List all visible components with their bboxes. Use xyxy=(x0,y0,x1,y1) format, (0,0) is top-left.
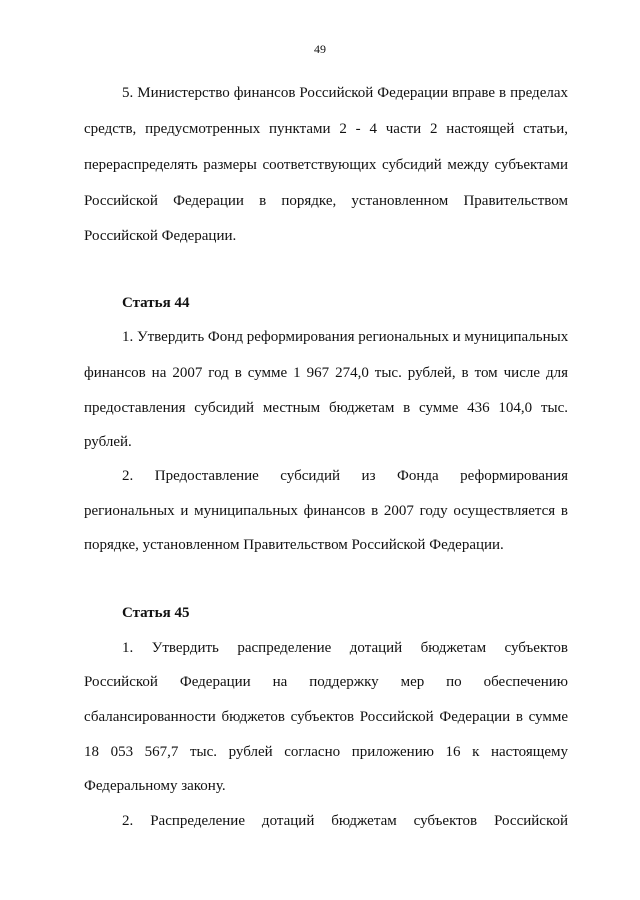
text-line: порядке, установленном Правительством Российской Федерации. xyxy=(84,537,504,553)
text-line: 5. Министерство финансов Российской Федерации вправе в пределах xyxy=(122,85,568,101)
text-line: предоставления субсидий местным бюджетам в сумме 436 104,0 тыс. xyxy=(84,400,568,416)
text-line: Российской Федерации на поддержку мер по обеспечению xyxy=(84,674,568,690)
article-heading: Статья 44 xyxy=(122,295,190,311)
text-line: региональных и муниципальных финансов в 2007 году осуществляется в xyxy=(84,503,568,519)
text-line: 1. Утвердить Фонд реформирования региональных и муниципальных xyxy=(122,329,569,345)
page-number: 49 xyxy=(314,42,326,56)
text-line: 2. Предоставление субсидий из Фонда реформирования xyxy=(122,468,568,484)
text-line: 2. Распределение дотаций бюджетам субъектов Российской xyxy=(122,813,568,829)
article-heading: Статья 45 xyxy=(122,605,190,621)
text-line: средств, предусмотренных пунктами 2 - 4 части 2 настоящей статьи, xyxy=(84,121,568,137)
text-line: Российской Федерации в порядке, установленном Правительством xyxy=(84,193,568,209)
text-line: сбалансированности бюджетов субъектов Российской Федерации в сумме xyxy=(84,709,568,725)
text-line: 18 053 567,7 тыс. рублей согласно приложению 16 к настоящему xyxy=(84,744,568,760)
text-line: перераспределять размеры соответствующих субсидий между субъектами xyxy=(84,157,568,173)
text-line: 1. Утвердить распределение дотаций бюджетам субъектов xyxy=(122,640,568,656)
text-line: финансов на 2007 год в сумме 1 967 274,0 тыс. рублей, в том числе для xyxy=(84,365,568,381)
text-line: Федеральному закону. xyxy=(84,778,226,794)
text-line: Российской Федерации. xyxy=(84,228,237,244)
text-line: рублей. xyxy=(84,434,132,450)
